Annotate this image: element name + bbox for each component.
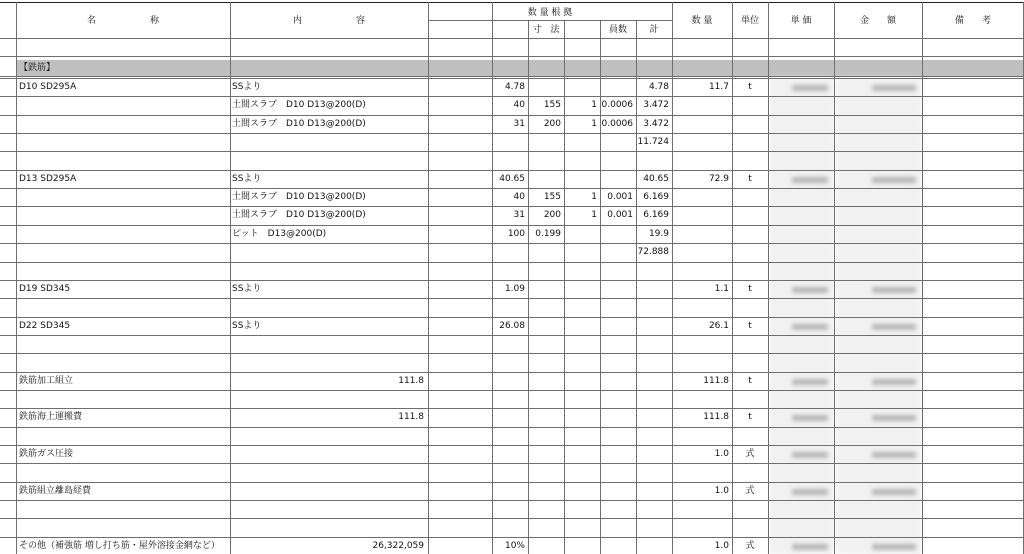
row-content: SSより	[232, 284, 262, 294]
row-dimension-1: 31	[513, 210, 525, 220]
row-dimension-1: 26.08	[499, 321, 525, 331]
column-line	[768, 2, 769, 554]
row-name: D13 SD295A	[19, 174, 77, 184]
header-top-line	[0, 2, 1024, 3]
unit-price-redacted	[792, 177, 828, 183]
row-name: その他（補強筋 増し打ち筋・屋外溶接金網など）	[19, 541, 220, 551]
row-quantity: 111.8	[703, 376, 729, 386]
amount-redacted	[872, 489, 916, 495]
row-content-value: 26,322,059	[372, 541, 424, 551]
row-dimension-1: 4.78	[504, 82, 525, 92]
row-line	[0, 188, 1024, 189]
row-dimension-3: 1	[591, 192, 597, 202]
row-unit: 式	[745, 449, 755, 459]
row-quantity: 72.9	[708, 174, 729, 184]
row-quantity: 1.0	[714, 541, 729, 551]
row-line	[0, 500, 1024, 501]
row-line	[0, 317, 1024, 318]
header-bottom-line	[0, 38, 1024, 39]
row-total: 6.169	[643, 210, 669, 220]
unit-price-redacted	[792, 415, 828, 421]
row-dimension-1: 100	[507, 229, 525, 239]
row-line	[0, 353, 1024, 354]
row-content: 土間スラブ D10 D13@200(D)	[232, 210, 366, 220]
amount-redacted	[872, 452, 916, 458]
unit-price-redacted	[792, 324, 828, 330]
row-name: 鉄筋組立離島経費	[19, 486, 92, 496]
column-line	[230, 2, 231, 554]
header-remarks: 備 考	[954, 16, 991, 26]
unit-price-redacted	[792, 287, 828, 293]
row-name: D10 SD295A	[19, 82, 77, 92]
column-line	[428, 2, 429, 554]
row-line	[0, 463, 1024, 464]
row-unit: t	[748, 321, 752, 331]
row-dimension-1: 10%	[504, 541, 525, 551]
row-line	[0, 170, 1024, 171]
row-line	[0, 280, 1024, 281]
row-content: 土間スラブ D10 D13@200(D)	[232, 119, 366, 129]
row-unit: t	[748, 376, 752, 386]
row-quantity: 111.8	[703, 412, 729, 422]
unit-price-redacted	[792, 379, 828, 385]
row-line	[0, 115, 1024, 116]
row-count: 0.001	[607, 210, 633, 220]
row-unit: t	[748, 284, 752, 294]
row-line	[0, 408, 1024, 409]
row-total: 11.724	[637, 137, 669, 147]
row-dimension-3: 1	[591, 100, 597, 110]
row-dimension-2: 0.199	[535, 229, 561, 239]
header-name: 名 称	[86, 16, 159, 26]
row-count: 0.001	[607, 192, 633, 202]
row-dimension-3: 1	[591, 119, 597, 129]
row-total: 19.9	[648, 229, 669, 239]
row-line	[0, 96, 1024, 97]
row-content: SSより	[232, 82, 262, 92]
header-dimension: 寸 法	[532, 25, 560, 35]
section-title: 【鉄筋】	[19, 63, 56, 73]
row-unit: t	[748, 174, 752, 184]
row-dimension-1: 40	[513, 192, 525, 202]
row-line	[0, 298, 1024, 299]
row-line	[0, 335, 1024, 336]
header-total: 計	[649, 25, 659, 35]
row-line	[0, 206, 1024, 207]
row-total: 3.472	[643, 119, 669, 129]
row-content: SSより	[232, 174, 262, 184]
row-dimension-2: 200	[543, 119, 561, 129]
header-count: 員数	[608, 25, 627, 35]
row-dimension-3: 1	[591, 210, 597, 220]
unit-price-redacted	[792, 544, 828, 550]
header-quantity: 数 量	[691, 16, 713, 26]
row-dimension-1: 1.09	[504, 284, 525, 294]
row-line	[0, 372, 1024, 373]
row-line	[0, 225, 1024, 226]
row-name: D22 SD345	[19, 321, 71, 331]
row-unit: t	[748, 82, 752, 92]
amount-redacted	[872, 324, 916, 330]
row-quantity: 26.1	[708, 321, 729, 331]
row-total: 3.472	[643, 100, 669, 110]
row-dimension-1: 40.65	[499, 174, 525, 184]
row-line	[0, 427, 1024, 428]
unit-price-redacted	[792, 85, 828, 91]
row-quantity: 1.0	[714, 449, 729, 459]
row-total: 6.169	[643, 192, 669, 202]
unit-price-redacted	[792, 452, 828, 458]
row-line	[0, 537, 1024, 538]
column-line	[16, 2, 17, 554]
row-line	[0, 76, 1024, 77]
row-dimension-2: 155	[543, 192, 561, 202]
row-content: 土間スラブ D10 D13@200(D)	[232, 192, 366, 202]
row-line	[0, 518, 1024, 519]
header-basis: 数 量 根 拠	[527, 8, 573, 18]
row-line	[0, 133, 1024, 134]
row-dimension-1: 31	[513, 119, 525, 129]
row-content-value: 111.8	[398, 412, 424, 422]
row-unit: 式	[745, 486, 755, 496]
amount-redacted	[872, 177, 916, 183]
column-line	[922, 2, 923, 554]
row-count: 0.0006	[601, 119, 633, 129]
row-dimension-2: 155	[543, 100, 561, 110]
amount-redacted	[872, 415, 916, 421]
row-name: D19 SD345	[19, 284, 71, 294]
row-line	[0, 56, 1024, 57]
row-line	[0, 262, 1024, 263]
row-name: 鉄筋加工組立	[19, 376, 74, 386]
row-line	[0, 78, 1024, 79]
row-unit: t	[748, 412, 752, 422]
row-line	[0, 445, 1024, 446]
row-line	[0, 390, 1024, 391]
row-dimension-1: 40	[513, 100, 525, 110]
row-total: 72.888	[637, 247, 669, 257]
row-line	[0, 243, 1024, 244]
row-quantity: 11.7	[708, 82, 729, 92]
header-content: 内 容	[292, 16, 365, 26]
amount-redacted	[872, 85, 916, 91]
row-line	[0, 482, 1024, 483]
amount-redacted	[872, 287, 916, 293]
amount-redacted	[872, 544, 916, 550]
row-quantity: 1.1	[714, 284, 729, 294]
row-quantity: 1.0	[714, 486, 729, 496]
column-line	[834, 2, 835, 554]
header-unit-price: 単 価	[790, 16, 812, 26]
header-unit: 単位	[740, 16, 759, 26]
unit-price-redacted	[792, 489, 828, 495]
amount-redacted	[872, 379, 916, 385]
row-line	[0, 151, 1024, 152]
row-total: 4.78	[648, 82, 669, 92]
row-unit: 式	[745, 541, 755, 551]
header-amount: 金 額	[859, 16, 896, 26]
row-content: 土間スラブ D10 D13@200(D)	[232, 100, 366, 110]
row-name: 鉄筋海上運搬費	[19, 412, 83, 422]
row-dimension-2: 200	[543, 210, 561, 220]
row-total: 40.65	[643, 174, 669, 184]
row-content: SSより	[232, 321, 262, 331]
row-content: ピット D13@200(D)	[232, 229, 327, 239]
row-count: 0.0006	[601, 100, 633, 110]
row-name: 鉄筋ガス圧接	[19, 449, 74, 459]
row-content-value: 111.8	[398, 376, 424, 386]
